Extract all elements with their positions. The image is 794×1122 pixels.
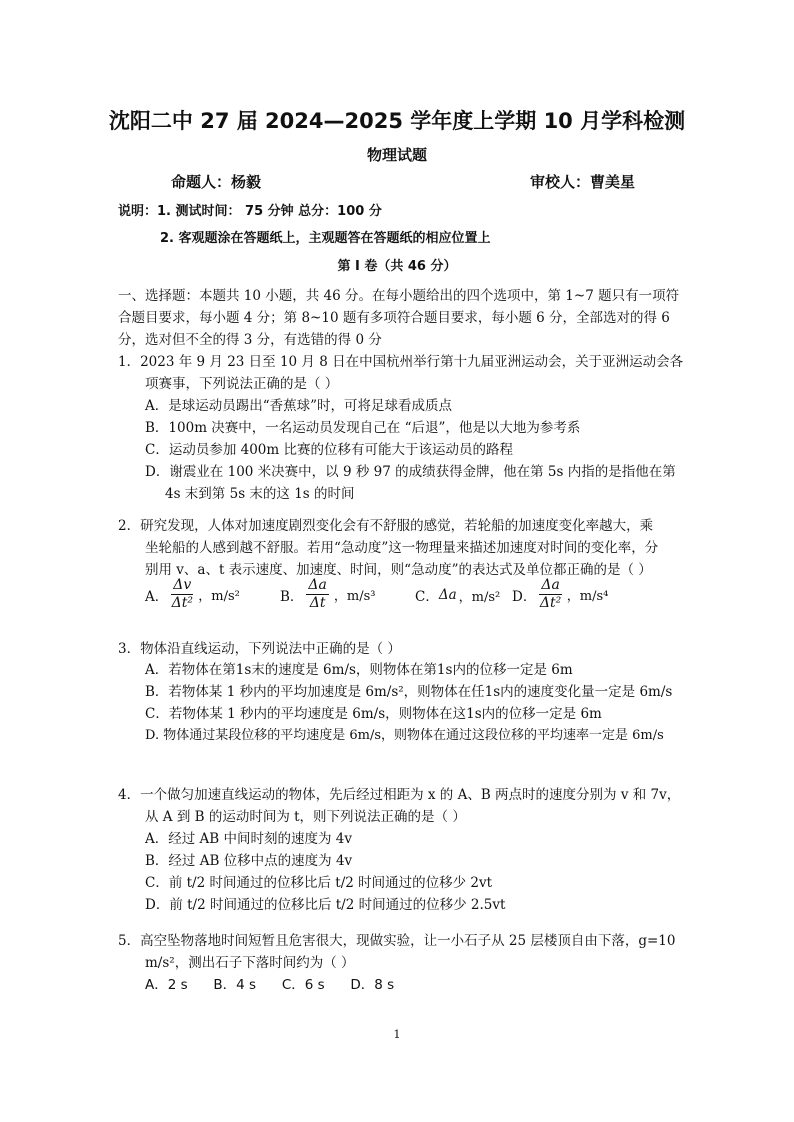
q4-stem-1: 4．一个做匀加速直线运动的物体，先后经过相距为 x 的 A、B 两点时的速度分别为 v 和 7v， xyxy=(118,787,681,803)
q2-option-b-fraction xyxy=(306,578,328,611)
q3-option-a: A．若物体在第1s末的速度是 6m/s，则物体在第1s内的位移一定是 6m xyxy=(145,662,573,678)
q4-option-d: D．前 t/2 时间通过的位移比后 t/2 时间通过的位移少 2.5vt xyxy=(145,897,506,913)
note-line-1: 说明：1. 测试时间： 75 分钟 总分：100 分 xyxy=(118,204,382,219)
q2-option-a xyxy=(145,578,240,611)
q1-option-d-2: 4s 末到第 5s 末的这 1s 的时间 xyxy=(165,486,355,502)
note-line-2: 2. 客观题涂在答题纸上，主观题答在答题纸的相应位置上 xyxy=(160,231,491,246)
reviewer-name: 审校人：曹美星 xyxy=(530,173,636,191)
q2-option-d-fraction xyxy=(539,578,561,611)
q2-option-d-unit: ，m/s⁴ xyxy=(566,589,609,604)
q2-option-b-label: B． xyxy=(280,588,304,605)
q4-stem-2: 从 A 到 B 的运动时间为 t，则下列说法正确的是（ ） xyxy=(145,809,466,825)
q2-option-a-numerator: Δv xyxy=(173,577,192,593)
q2-option-a-label: A． xyxy=(145,588,169,605)
q1-option-a: A．是球运动员踢出“香蕉球”时，可将足球看成质点 xyxy=(145,398,453,414)
q2-stem-1: 2．研究发现，人体对加速度剧烈变化会有不舒服的感觉，若轮船的加速度变化率越大，乘 xyxy=(118,518,654,534)
q2-option-b-unit: ，m/s³ xyxy=(333,589,376,604)
q2-option-c-expression: Δa xyxy=(438,587,457,603)
q2-option-b-numerator: Δa xyxy=(308,577,327,593)
q2-option-b-denominator: Δt xyxy=(309,595,326,611)
q2-option-c-unit: ，m/s² xyxy=(458,589,501,605)
q3-option-b: B．若物体某 1 秒内的平均加速度是 6m/s²，则物体在任1s内的速度变化量一定是 6m/s xyxy=(145,684,673,700)
q4-option-b: B．经过 AB 位移中点的速度为 4v xyxy=(145,853,353,869)
q2-option-a-denominator: Δt² xyxy=(171,595,193,611)
q4-option-a: A．经过 AB 中间时刻的速度为 4v xyxy=(145,831,353,847)
subject-title: 物理试题 xyxy=(366,146,427,164)
section-instructions-3: 分，选对但不全的得 3 分，有选错的得 0 分 xyxy=(118,332,382,348)
q5-stem-1: 5．高空坠物落地时间短暂且危害很大，现做实验，让一小石子从 25 层楼顶自由下落，g=10 xyxy=(118,933,676,949)
q2-option-d-denominator: Δt² xyxy=(539,595,562,611)
q4-option-c: C．前 t/2 时间通过的位移比后 t/2 时间通过的位移少 2vt xyxy=(145,875,493,891)
exam-title: 沈阳二中 27 届 2024—2025 学年度上学期 10 月学科检测 xyxy=(108,109,686,133)
section-instructions-2: 合题目要求，每小题 4 分；第 8~10 题有多项符合题目要求，每小题 6 分，全部选对的得 6 xyxy=(118,310,670,326)
section-instructions-1: 一、选择题：本题共 10 小题，共 46 分。在每小题给出的四个选项中，第 1~7 题只有一项符 xyxy=(118,288,680,304)
q2-option-d xyxy=(512,578,608,611)
q3-option-d: D. 物体通过某段位移的平均速度是 6m/s，则物体在通过这段位移的平均速率一定是 6m/s xyxy=(145,728,664,743)
q2-stem-3: 别用 v、a、t 表示速度、加速度、时间，则“急动度”的表达式及单位都正确的是（ ） xyxy=(145,562,652,578)
q2-option-c xyxy=(415,585,500,605)
q1-option-d-1: D．谢震业在 100 米决赛中，以 9 秒 97 的成绩获得金牌，他在第 5s 内指的是指他在第 xyxy=(145,464,676,480)
page-number: 1 xyxy=(393,1028,401,1041)
q2-option-b xyxy=(280,578,375,611)
author-name: 命题人：杨毅 xyxy=(171,173,262,191)
q2-option-d-numerator: Δa xyxy=(541,577,560,593)
q2-option-a-unit: ，m/s² xyxy=(198,589,240,604)
part-one-heading: 第 Ⅰ 卷（共 46 分） xyxy=(337,259,457,274)
q2-stem-2: 坐轮船的人感到越不舒服。若用“急动度”这一物理量来描述加速度对时间的变化率，分 xyxy=(145,540,659,556)
q3-stem: 3．物体沿直线运动，下列说法中正确的是（ ） xyxy=(118,641,401,657)
q5-stem-2: m/s²，测出石子下落时间约为（ ） xyxy=(145,955,355,971)
q2-option-d-label: D． xyxy=(512,588,537,605)
q1-option-b: B．100m 决赛中，一名运动员发现自己在 “后退”，他是以大地为参考系 xyxy=(145,420,581,436)
q3-option-c: C．若物体某 1 秒内的平均速度是 6m/s，则物体在这1s内的位移一定是 6m xyxy=(145,706,602,722)
q2-option-a-fraction xyxy=(171,578,193,611)
q2-option-c-label: C． xyxy=(415,589,439,605)
q1-stem-1: 1．2023 年 9 月 23 日至 10 月 8 日在中国杭州举行第十九届亚洲运动会，关于亚洲运动会各 xyxy=(118,354,684,370)
q5-options: A．2 s B．4 s C．6 s D．8 s xyxy=(145,977,395,993)
q1-stem-2: 项赛事，下列说法正确的是（ ） xyxy=(145,376,339,392)
q1-option-c: C．运动员参加 400m 比赛的位移有可能大于该运动员的路程 xyxy=(145,442,513,458)
